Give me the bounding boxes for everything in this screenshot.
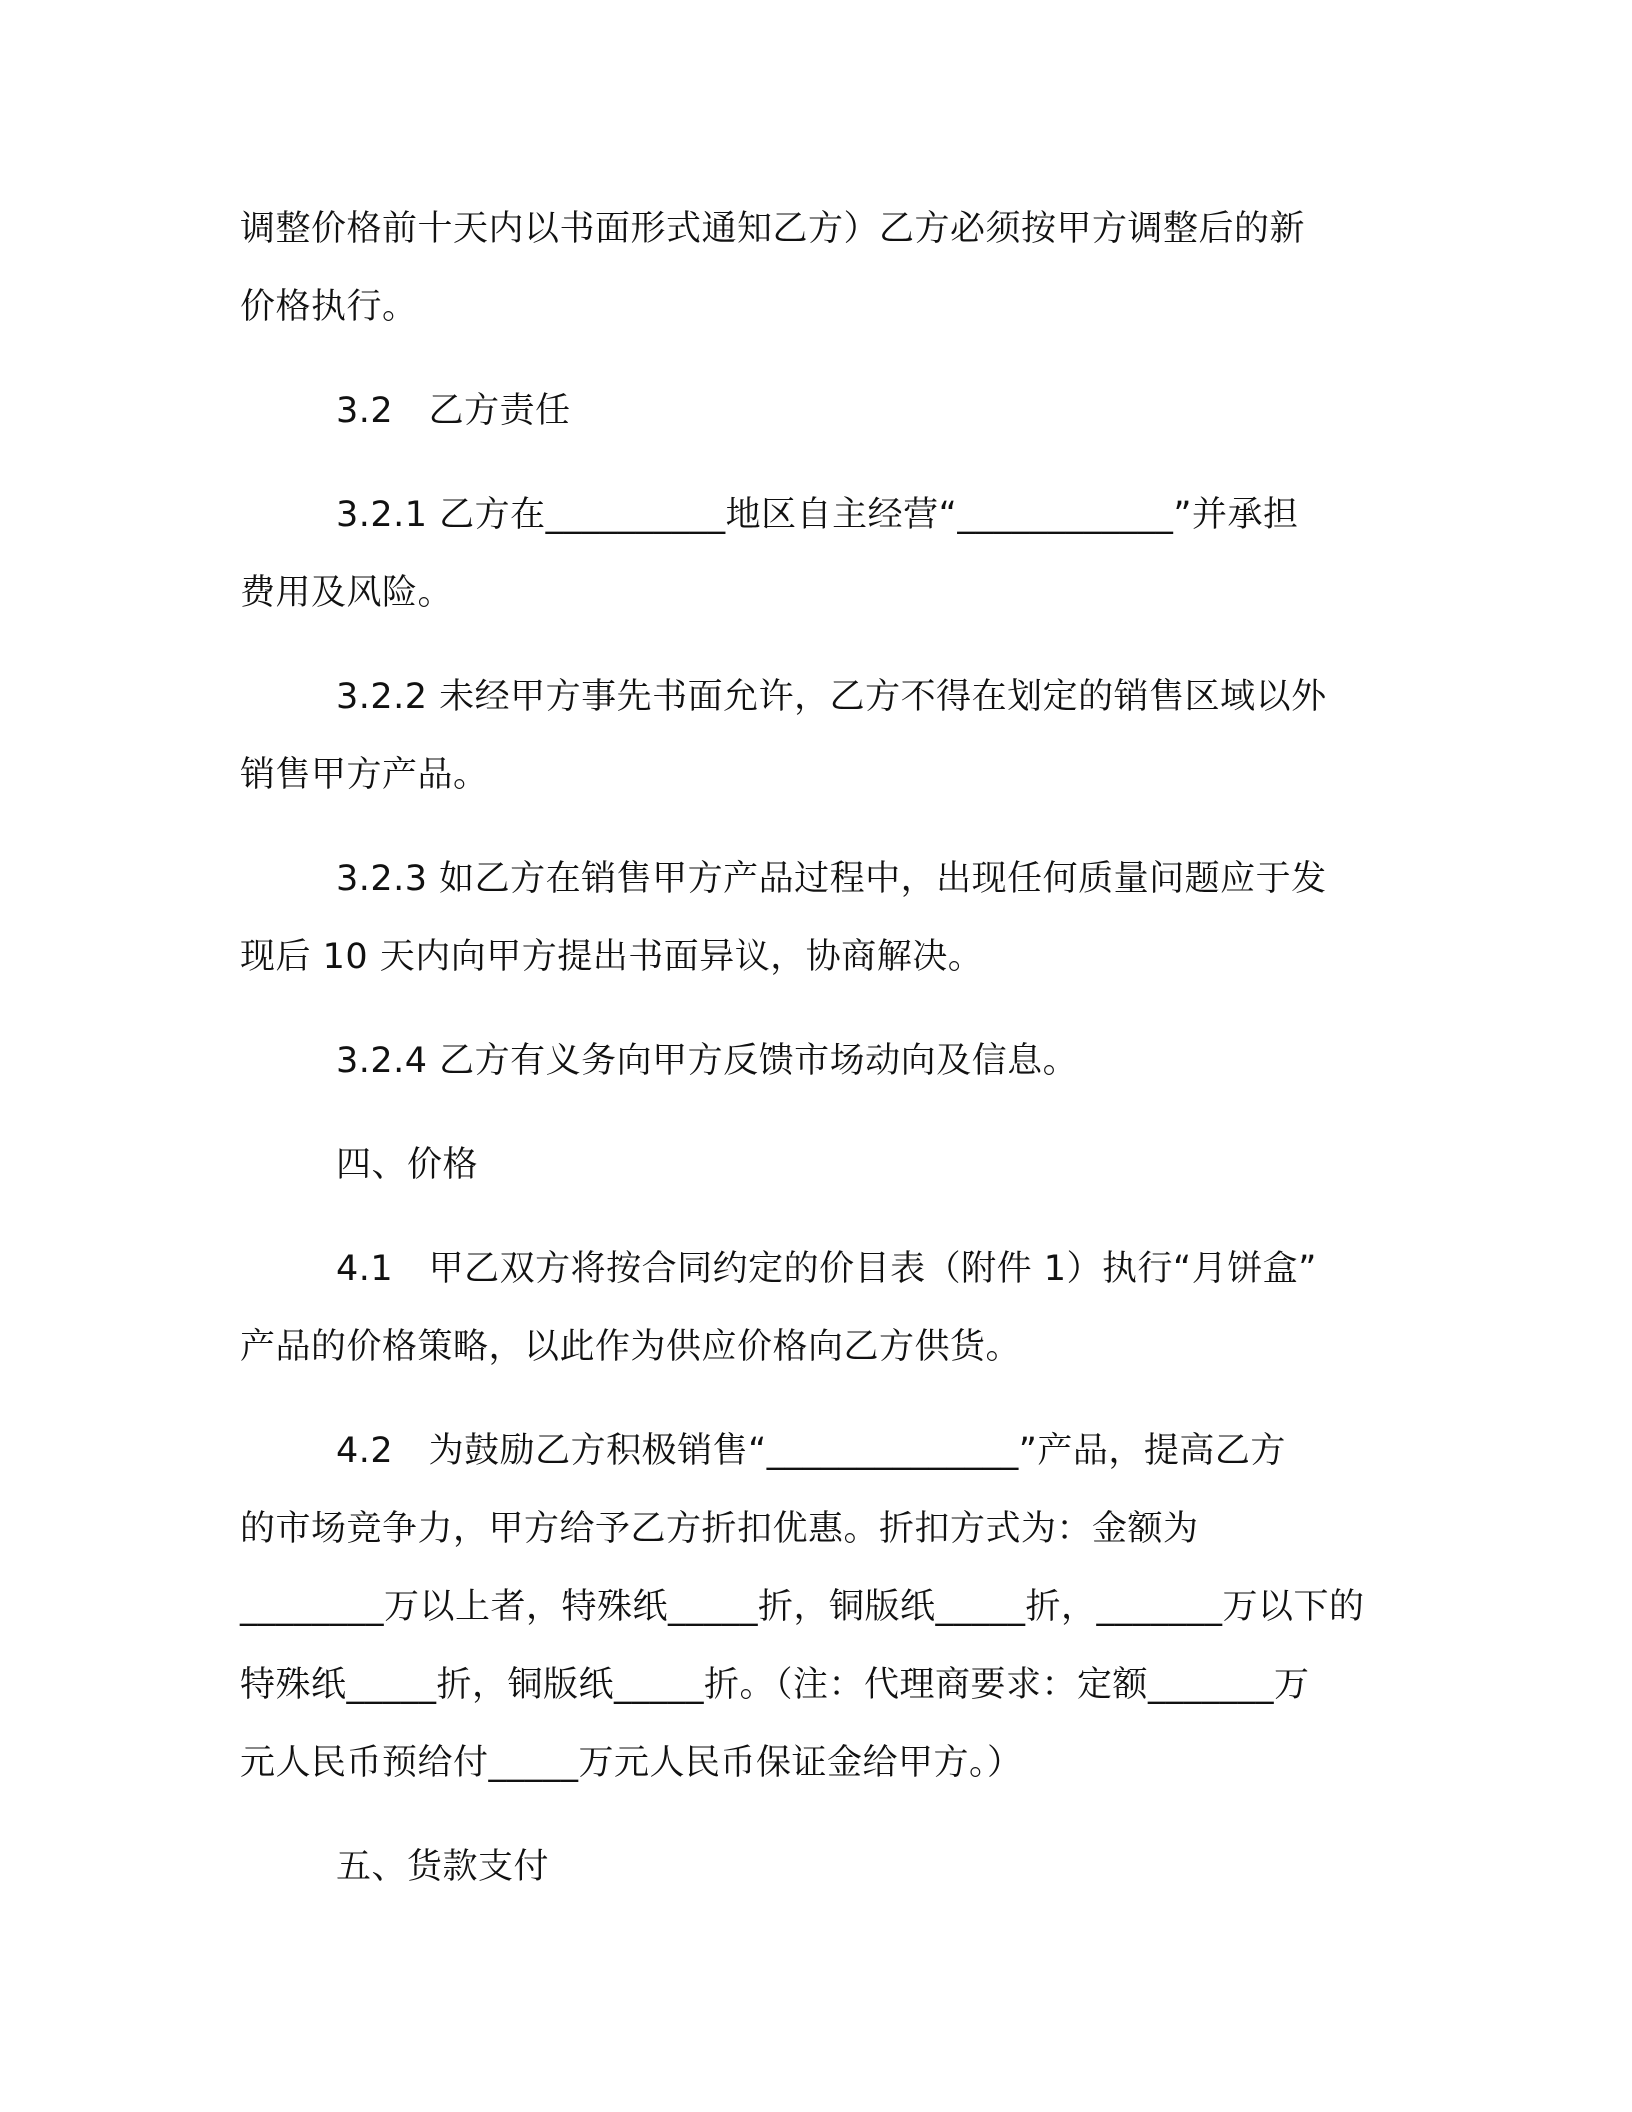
text-line: 3.2.2 未经甲方事先书面允许，乙方不得在划定的销售区域以外	[336, 677, 1327, 717]
text-line: 4.2 为鼓励乙方积极销售“______________”产品，提高乙方	[336, 1431, 1286, 1471]
heading-section-5	[240, 1828, 1420, 1906]
text-line: 四、价格	[336, 1145, 479, 1185]
text-line: 的市场竞争力，甲方给予乙方折扣优惠。折扣方式为：金额为	[240, 1509, 1199, 1549]
text-line: 4.1 甲乙双方将按合同约定的价目表（附件 1）执行“月饼盒”	[336, 1249, 1317, 1289]
heading-section-4	[240, 1126, 1420, 1204]
text-line: 特殊纸_____折，铜版纸_____折。（注：代理商要求：定额_______万	[240, 1665, 1310, 1705]
paragraph-continuation	[240, 190, 1420, 346]
text-line: 3.2 乙方责任	[336, 391, 571, 431]
text-line: 价格执行。	[240, 287, 418, 327]
text-line: 产品的价格策略，以此作为供应价格向乙方供货。	[240, 1327, 1022, 1367]
text-line: 费用及风险。	[240, 573, 454, 613]
paragraph-3-2-1	[240, 476, 1420, 632]
paragraph-4-2	[240, 1412, 1420, 1802]
text-line: 调整价格前十天内以书面形式通知乙方）乙方必须按甲方调整后的新	[240, 209, 1306, 249]
paragraph-3-2-4	[240, 1022, 1420, 1100]
heading-3-2	[240, 372, 1420, 450]
text-line: 3.2.3 如乙方在销售甲方产品过程中，出现任何质量问题应于发	[336, 859, 1327, 899]
text-line: 五、货款支付	[336, 1847, 550, 1887]
document-page	[240, 190, 1420, 1932]
text-line: 销售甲方产品。	[240, 755, 489, 795]
text-line: 现后 10 天内向甲方提出书面异议，协商解决。	[240, 937, 984, 977]
text-line: 元人民币预给付_____万元人民币保证金给甲方。）	[240, 1743, 1023, 1783]
paragraph-3-2-3	[240, 840, 1420, 996]
text-line: 3.2.4 乙方有义务向甲方反馈市场动向及信息。	[336, 1041, 1079, 1081]
paragraph-4-1	[240, 1230, 1420, 1386]
text-line: ________万以上者，特殊纸_____折，铜版纸_____折，_______万以下的	[240, 1587, 1365, 1627]
paragraph-3-2-2	[240, 658, 1420, 814]
text-line: 3.2.1 乙方在__________地区自主经营“____________”并承担	[336, 495, 1299, 535]
